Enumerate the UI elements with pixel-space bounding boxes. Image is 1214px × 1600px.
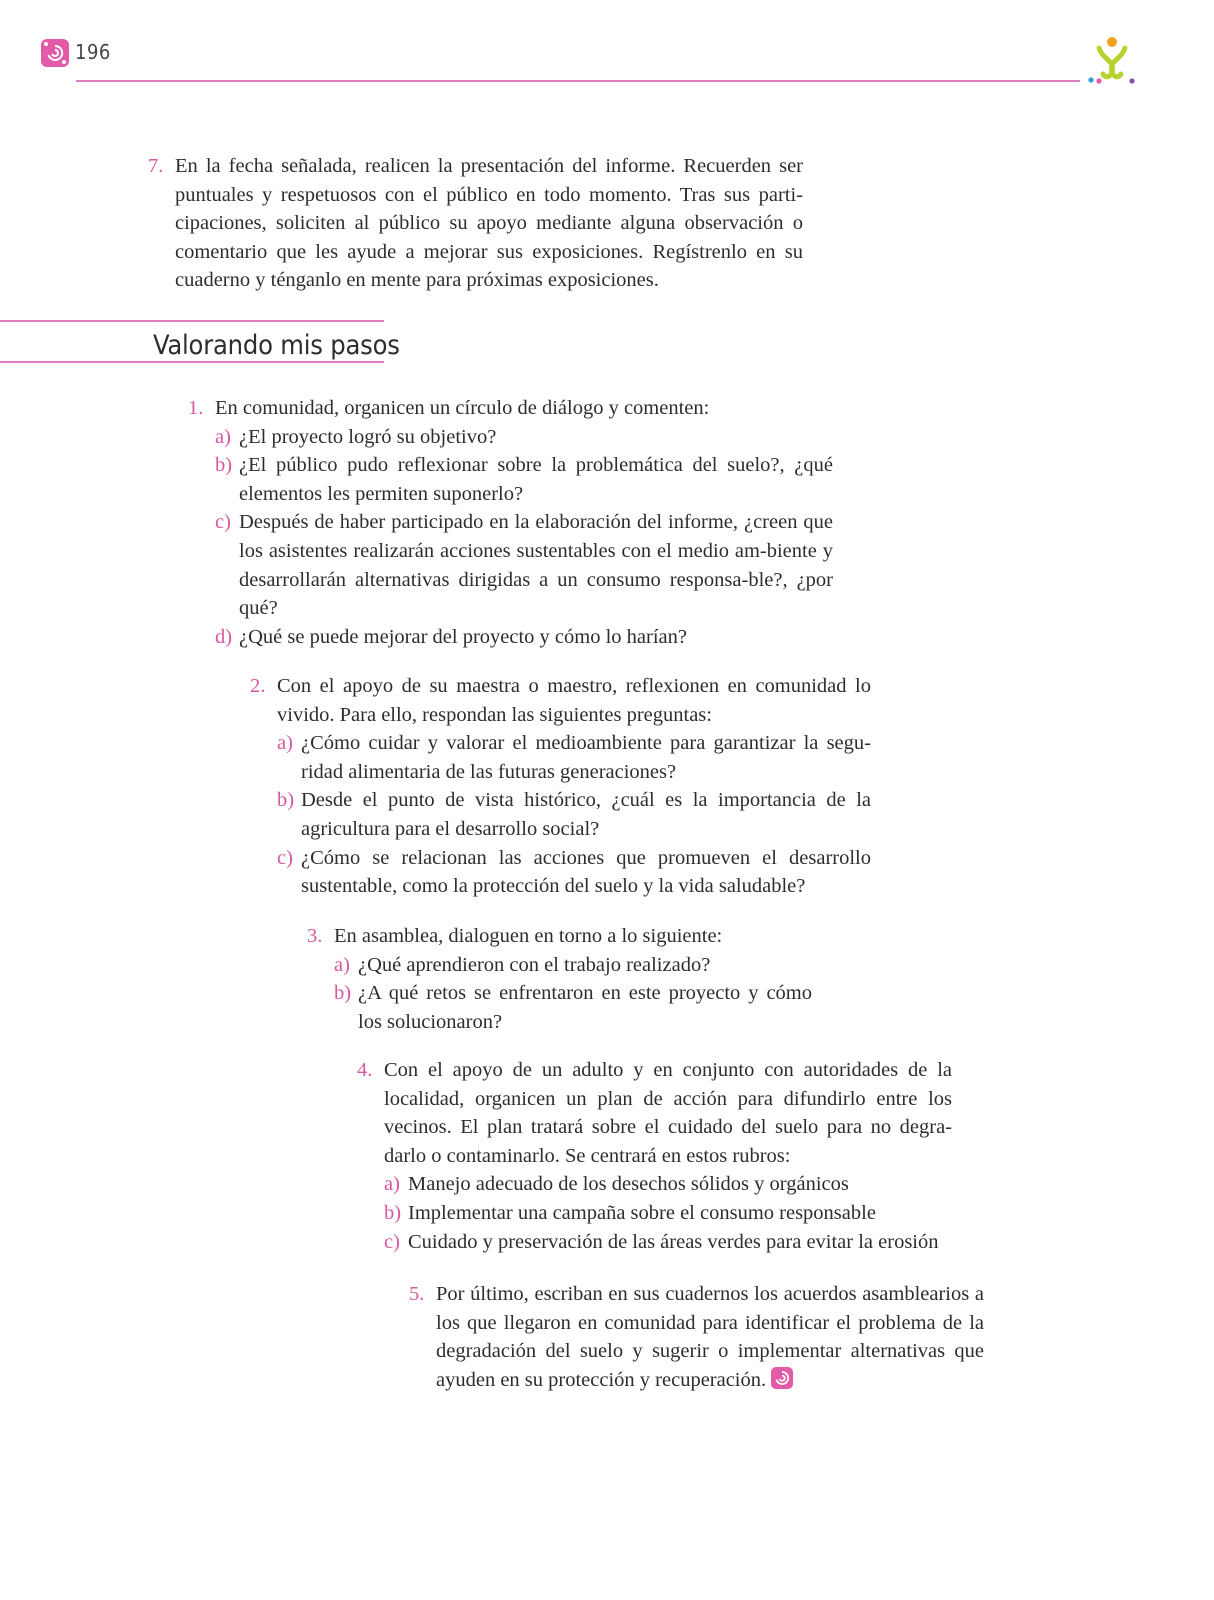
item-number: 7. [148,155,164,177]
item-letter: c) [215,511,231,534]
item-number: 4. [357,1059,373,1081]
item-number: 1. [188,397,204,419]
item-letter: c) [277,846,293,869]
item-letter: a) [215,425,231,448]
numbered-item [148,152,803,295]
header-rule [76,80,1080,82]
section-title: Valorando mis pasos [153,330,400,361]
item-letter: b) [215,454,233,477]
nem-figure-logo-icon [1085,36,1139,86]
subitem-text: ¿A qué retos se enfrentaron en este proyecto y cómo los solucionaron? [358,982,812,1033]
numbered-item [250,672,871,901]
list-item [334,979,812,1036]
item-letter: d) [215,625,233,648]
page-number: 196 [75,40,111,64]
subitem-text: Implementar una campaña sobre el consumo responsable [408,1201,876,1224]
subitem-text: Después de haber participado en la elaboración del informe, ¿creen que los asistentes realizarán acciones sustentables con el medio am-biente y desarrollarán alternativas dirigidas a un consumo responsa-ble?, ¿por qué? [239,511,833,620]
item-number: 2. [250,675,266,697]
item-text: En comunidad, organicen un círculo de diálogo y comenten: [215,397,710,419]
item-number: 3. [307,925,323,947]
list-item [277,786,871,843]
item-letter: b) [384,1201,402,1224]
subitem-text: ¿Qué aprendieron con el trabajo realizado? [358,953,711,976]
list-item [277,844,871,901]
pink-spiral-ornament-icon [40,38,70,68]
item-letter: c) [384,1230,400,1253]
item-text-container [436,1280,984,1394]
subitem-text: ¿El proyecto logró su objetivo? [239,425,497,448]
list-item [215,423,833,452]
item-letter: a) [384,1173,400,1196]
item-letter: b) [334,982,352,1005]
section-rule-bottom [0,361,384,363]
list-item [215,623,833,652]
numbered-item [357,1056,952,1256]
numbered-item [188,394,833,651]
list-item [334,951,812,980]
item-number: 5. [409,1283,425,1305]
list-item [215,508,833,622]
numbered-item [307,922,812,1036]
item-letter: a) [334,953,350,976]
list-item [384,1199,952,1228]
pink-spiral-ornament-icon [770,1366,794,1390]
subitem-text: ¿Cómo se relacionan las acciones que promueven el desarrollo sustentable, como la protección del suelo y la vida saludable? [301,846,871,898]
subitem-text: ¿El público pudo reflexionar sobre la problemática del suelo?, ¿qué elementos les permiten suponerlo? [239,454,833,505]
page-header [0,0,1214,90]
item-text: Con el apoyo de un adulto y en conjunto con autoridades de la localidad, organicen un plan de acción para difundirlo entre los vecinos. El plan tratará sobre el cuidado del suelo para no degra-darlo o contaminarlo. Se centrará en estos rubros: [384,1059,952,1167]
subitem-text: Manejo adecuado de los desechos sólidos y orgánicos [408,1173,849,1196]
item-text: Por último, escriban en sus cuadernos los acuerdos asamblearios a los que llegaron en comunidad para identificar el problema de la degradación del suelo y sugerir o implementar alternativas que ayuden en su protección y recuperación. [436,1283,984,1391]
item-text: Con el apoyo de su maestra o maestro, reflexionen en comunidad lo vivido. Para ello, respondan las siguientes preguntas: [277,675,871,726]
subitem-text: Desde el punto de vista histórico, ¿cuál es la importancia de la agricultura para el desarrollo social? [301,789,871,840]
item-letter: b) [277,789,295,812]
item-letter: a) [277,732,293,755]
section-rule-top [0,320,384,322]
list-item [384,1170,952,1199]
list-item [384,1228,952,1257]
list-item [277,729,871,786]
subitem-text: ¿Cómo cuidar y valorar el medioambiente para garantizar la segu-ridad alimentaria de las futuras generaciones? [301,732,871,783]
subitem-text: ¿Qué se puede mejorar del proyecto y cómo lo harían? [239,625,687,648]
numbered-item [409,1280,984,1394]
subitem-text: Cuidado y preservación de las áreas verdes para evitar la erosión [408,1230,939,1253]
list-item [215,451,833,508]
item-text: En asamblea, dialoguen en torno a lo siguiente: [334,925,723,947]
item-text: En la fecha señalada, realicen la presentación del informe. Recuerden ser puntuales y respetuosos con el público en todo momento. Tras sus parti-cipaciones, soliciten al público su apoyo mediante alguna observación o comentario que les ayude a mejorar sus exposiciones. Regístrenlo en su cuaderno y ténganlo en mente para próximas exposiciones. [175,155,803,292]
